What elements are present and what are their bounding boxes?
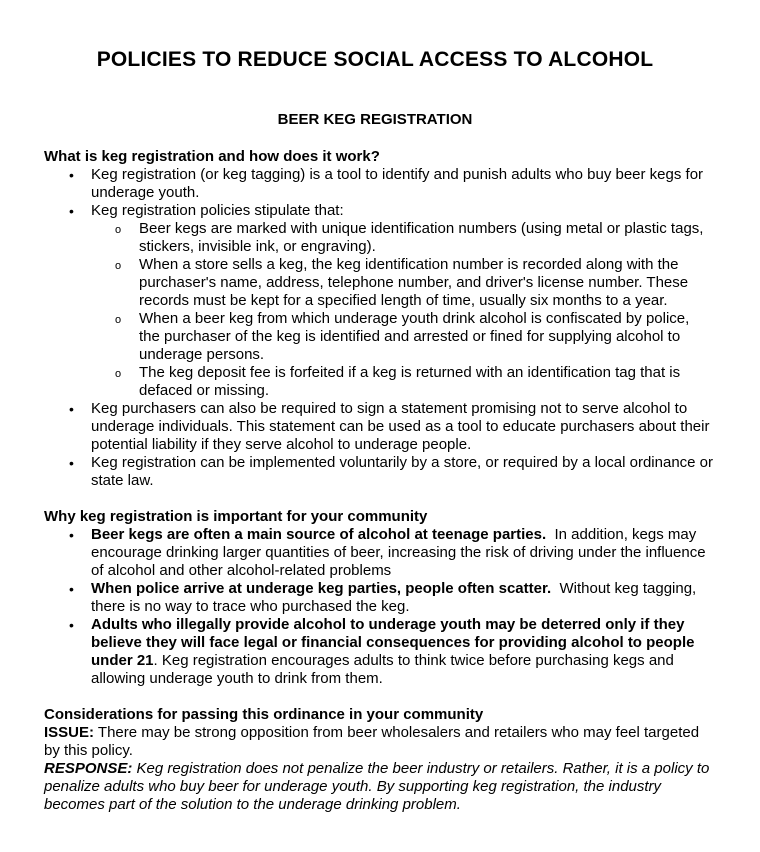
section-spacer xyxy=(44,490,714,508)
document-body xyxy=(44,148,714,814)
list-item xyxy=(91,616,714,688)
why-important-list xyxy=(44,526,714,688)
sub-bullet-text: Beer kegs are marked with unique identification numbers (using metal or plastic tags, stickers, invisible ink, or engraving). xyxy=(139,220,704,255)
document-subtitle: BEER KEG REGISTRATION xyxy=(277,111,473,128)
response-label: RESPONSE: xyxy=(44,760,133,777)
sub-list-item xyxy=(139,310,714,364)
sub-list-item xyxy=(139,364,714,400)
section-spacer xyxy=(44,688,714,706)
list-item xyxy=(91,166,714,202)
bullet-bold-text: When police arrive at underage keg parties, people often scatter. xyxy=(91,580,552,597)
bullet-bold-text: Adults who illegally provide alcohol to underage youth may be deterred only if they believe they will face legal or financial consequences for providing alcohol to people under 21 xyxy=(91,616,695,669)
list-item xyxy=(91,400,714,454)
list-item xyxy=(91,202,714,400)
issue-label: ISSUE: xyxy=(44,724,95,741)
how-it-works-list xyxy=(44,166,714,490)
bullet-text: Keg purchasers can also be required to sign a statement promising not to serve alcohol to underage individuals. This statement can be used as a tool to educate purchasers about their potential liability if they serve alcohol to underage people. xyxy=(91,400,710,453)
issue-text: There may be strong opposition from beer wholesalers and retailers who may feel targeted by this policy. xyxy=(44,724,700,759)
bullet-text: In addition, kegs may encourage drinking larger quantities of beer, increasing the risk of driving under the influence of alcohol and other alcohol-related problems xyxy=(91,526,710,579)
sub-list-item xyxy=(139,256,714,310)
issue-paragraph xyxy=(44,724,714,760)
sub-bullet-text: When a beer keg from which underage youth drink alcohol is confiscated by police, the purchaser of the keg is identified and arrested or fined for supplying alcohol to underage persons. xyxy=(139,310,690,363)
bullet-text: Without keg tagging, there is no way to trace who purchased the keg. xyxy=(91,580,701,615)
policy-stipulations-list xyxy=(91,220,714,400)
list-item xyxy=(91,580,714,616)
response-paragraph xyxy=(44,760,714,814)
document-title: POLICIES TO REDUCE SOCIAL ACCESS TO ALCOHOL xyxy=(96,48,654,71)
section-heading-why-important: Why keg registration is important for your community xyxy=(44,508,428,525)
bullet-bold-text: Beer kegs are often a main source of alcohol at teenage parties. xyxy=(91,526,547,543)
bullet-text: Keg registration can be implemented voluntarily by a store, or required by a local ordinance or state law. xyxy=(91,454,714,489)
response-text: Keg registration does not penalize the beer industry or retailers. Rather, it is a policy to penalize adults who buy beer for underage youth. By supporting keg registration, the industry becomes part of the solution to the underage drinking problem. xyxy=(44,760,710,813)
sub-bullet-text: The keg deposit fee is forfeited if a keg is returned with an identification tag that is defaced or missing. xyxy=(139,364,681,399)
sub-list-item xyxy=(139,220,714,256)
bullet-text: Keg registration policies stipulate that: xyxy=(91,202,344,219)
list-item xyxy=(91,454,714,490)
section-heading-considerations: Considerations for passing this ordinance in your community xyxy=(44,706,484,723)
list-item xyxy=(91,526,714,580)
sub-bullet-text: When a store sells a keg, the keg identification number is recorded along with the purchaser's name, address, telephone number, and driver's license number. These records must be kept for a specified length of time, usually six months to a year. xyxy=(139,256,689,309)
section-heading-how-it-works: What is keg registration and how does it work? xyxy=(44,148,380,165)
bullet-text: Keg registration (or keg tagging) is a tool to identify and punish adults who buy beer kegs for underage youth. xyxy=(91,166,704,201)
bullet-text: . Keg registration encourages adults to think twice before purchasing kegs and allowing underage youth to drink from them. xyxy=(91,652,674,687)
